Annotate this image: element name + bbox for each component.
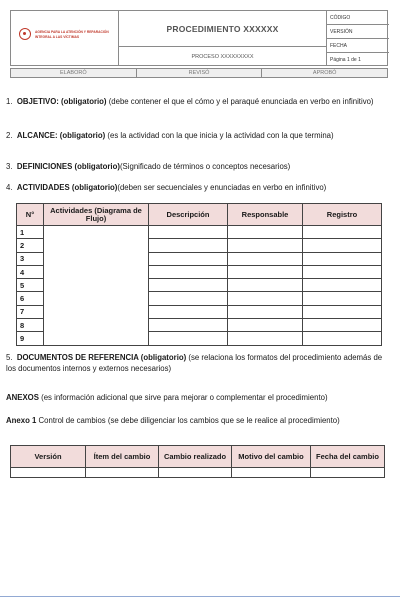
section-alcance [6, 131, 390, 142]
col-responsable: Responsable [228, 204, 303, 226]
signature-strip [10, 68, 388, 78]
section-number: 2. [6, 131, 13, 140]
elaboro-label: ELABORÓ [11, 69, 137, 77]
agency-logo [17, 26, 113, 56]
section-heading: DOCUMENTOS DE REFERENCIA (obligatorio) [16, 353, 187, 362]
section-heading: ALCANCE: (obligatorio) [16, 131, 106, 140]
row-number: 9 [17, 332, 44, 345]
row-number: 5 [17, 279, 44, 292]
row-number: 1 [17, 226, 44, 239]
row-number: 8 [17, 319, 44, 332]
col-num: N° [17, 204, 44, 226]
changes-header-row [11, 446, 385, 468]
document-header [10, 10, 388, 66]
logo-cell [11, 11, 119, 65]
logo-text: AGENCIA PARA LA ATENCIÓN Y REPARACIÓN INTEGRAL A LAS VÍCTIMAS [35, 30, 109, 39]
section-anexo1 [6, 416, 390, 427]
section-text: (es información adicional que sirve para mejorar o complementar el procedimiento) [38, 393, 328, 402]
col-version: Versión [11, 446, 86, 468]
col-descripcion: Descripción [149, 204, 228, 226]
section-text: (se relaciona los formatos del procedimiento además de los documentos internos y externos necesarios) [6, 353, 383, 373]
col-item-cambio: Ítem del cambio [86, 446, 159, 468]
header-meta [327, 11, 389, 65]
procedure-title: PROCEDIMIENTO XXXXXX [119, 11, 326, 47]
page-bottom-rule [0, 596, 400, 597]
col-motivo-cambio: Motivo del cambio [232, 446, 311, 468]
section-text: (deben ser secuenciales y enunciadas en verbo en infinitivo) [117, 183, 327, 192]
reviso-label: REVISÓ [137, 69, 263, 77]
activities-table [16, 203, 382, 346]
col-cambio-realizado: Cambio realizado [159, 446, 232, 468]
page-number: Página 1 de 1 [330, 57, 361, 63]
section-definiciones [6, 162, 390, 173]
aprobo-label: APROBÓ [312, 70, 337, 76]
process-name: PROCESO XXXXXXXXX [191, 54, 254, 60]
table-row [17, 226, 382, 239]
version-label: VERSIÓN [327, 25, 389, 39]
section-documentos [6, 353, 390, 374]
change-control-table [10, 445, 385, 478]
section-heading: DEFINICIONES (obligatorio) [16, 162, 120, 171]
section-heading: Anexo 1 [6, 416, 37, 425]
flow-diagram-cell [44, 226, 149, 346]
section-number: 4. [6, 183, 13, 192]
section-actividades [6, 183, 390, 194]
col-fecha-cambio: Fecha del cambio [311, 446, 385, 468]
section-number: 1. [6, 97, 13, 106]
section-objetivo [6, 97, 390, 108]
col-registro: Registro [303, 204, 382, 226]
seal-icon [19, 28, 31, 40]
table-row [11, 468, 385, 478]
row-number: 3 [17, 252, 44, 265]
codigo-label: CÓDIGO [327, 11, 389, 25]
section-text: (Significado de términos o conceptos necesarios) [119, 162, 291, 171]
section-number: 3. [6, 162, 13, 171]
section-heading: ANEXOS [6, 393, 39, 402]
row-number: 6 [17, 292, 44, 305]
section-text: (debe contener el que el cómo y el paraqué enunciada en verbo en infinitivo) [106, 97, 374, 106]
section-text: Control de cambios (se debe diligenciar los cambios que se le realice al procedimiento) [36, 416, 340, 425]
section-text: (es la actividad con la que inicia y la actividad con la que termina) [105, 131, 334, 140]
section-heading: OBJETIVO: (obligatorio) [16, 97, 107, 106]
activities-header-row [17, 204, 382, 226]
row-number: 4 [17, 265, 44, 278]
fecha-label: FECHA [327, 39, 389, 53]
row-number: 7 [17, 305, 44, 318]
header-title-cell [119, 11, 327, 65]
section-anexos [6, 393, 390, 404]
section-heading: ACTIVIDADES (obligatorio) [16, 183, 118, 192]
section-number: 5. [6, 353, 13, 362]
row-number: 2 [17, 239, 44, 252]
col-actividades: Actividades (Diagrama de Flujo) [44, 204, 149, 226]
